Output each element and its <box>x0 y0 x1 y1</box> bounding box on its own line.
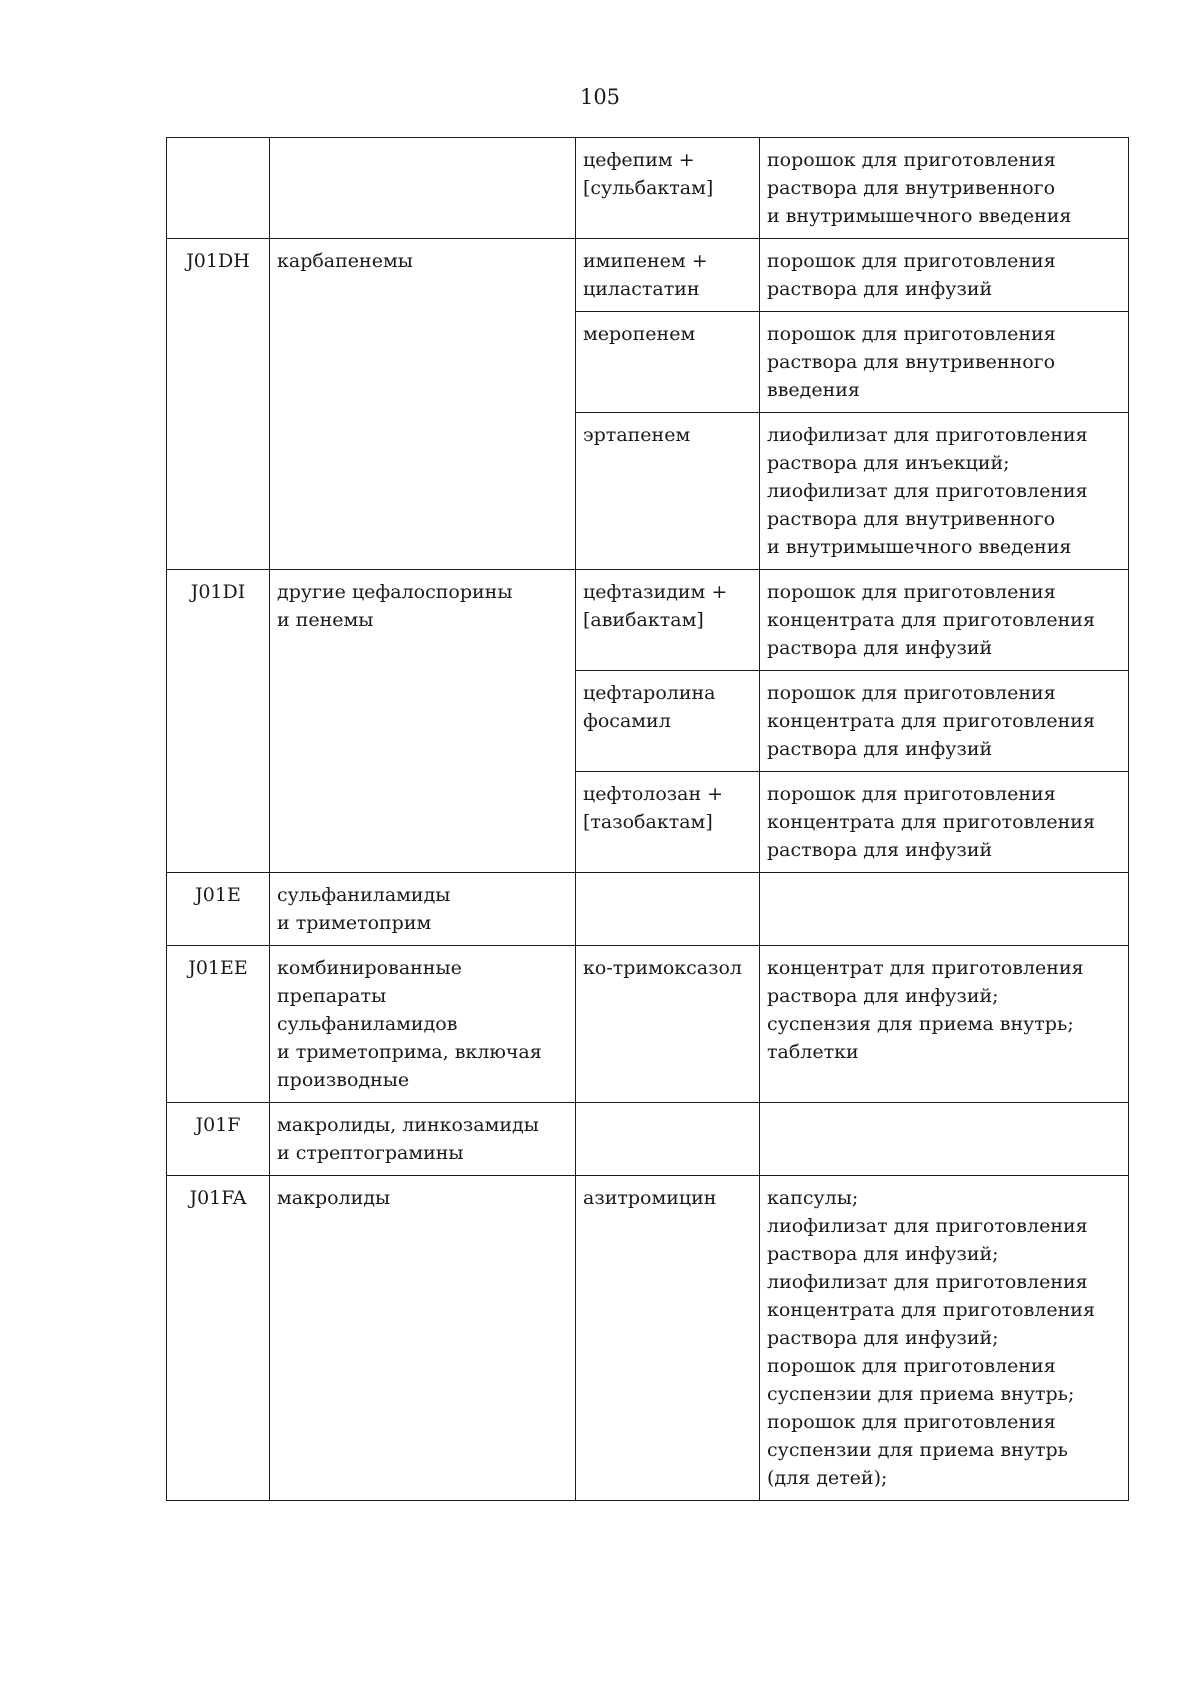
table-body <box>167 138 1129 1501</box>
drug-name-cell: меропенем <box>576 312 760 413</box>
table-row <box>167 1176 1129 1501</box>
atc-code-cell: J01FA <box>167 1176 270 1501</box>
atc-group-cell: комбинированные препараты сульфаниламидов и триметоприма, включая производные <box>270 946 576 1103</box>
drug-name-cell: имипенем + циластатин <box>576 239 760 312</box>
drug-name-cell: цефепим + [сульбактам] <box>576 138 760 239</box>
page-number: 105 <box>579 85 621 109</box>
drug-name-cell: цефтаролина фосамил <box>576 671 760 772</box>
table-row <box>167 1103 1129 1176</box>
drug-name-cell: цефтазидим + [авибактам] <box>576 570 760 671</box>
atc-group-cell: макролиды <box>270 1176 576 1501</box>
table-row <box>167 138 1129 239</box>
dosage-form-cell: порошок для приготовления раствора для инфузий <box>760 239 1129 312</box>
atc-code-cell: J01EE <box>167 946 270 1103</box>
drug-name-cell: азитромицин <box>576 1176 760 1501</box>
drug-name-cell: цефтолозан + [тазобактам] <box>576 772 760 873</box>
atc-group-cell: макролиды, линкозамиды и стрептограмины <box>270 1103 576 1176</box>
dosage-form-cell: порошок для приготовления раствора для внутривенного и внутримышечного введения <box>760 138 1129 239</box>
atc-code-cell: J01E <box>167 873 270 946</box>
table-row <box>167 570 1129 671</box>
atc-code-cell: J01DH <box>167 239 270 570</box>
dosage-form-cell <box>760 873 1129 946</box>
drug-name-cell: эртапенем <box>576 413 760 570</box>
dosage-form-cell: порошок для приготовления концентрата для приготовления раствора для инфузий <box>760 671 1129 772</box>
table-row <box>167 873 1129 946</box>
atc-group-cell: другие цефалоспорины и пенемы <box>270 570 576 873</box>
table-row <box>167 946 1129 1103</box>
atc-code-cell: J01DI <box>167 570 270 873</box>
drug-table <box>166 137 1129 1501</box>
table-row <box>167 239 1129 312</box>
atc-group-cell: сульфаниламиды и триметоприм <box>270 873 576 946</box>
atc-code-cell <box>167 138 270 239</box>
atc-group-cell: карбапенемы <box>270 239 576 570</box>
dosage-form-cell: концентрат для приготовления раствора для инфузий; суспензия для приема внутрь; таблетки <box>760 946 1129 1103</box>
drug-name-cell <box>576 873 760 946</box>
drug-name-cell <box>576 1103 760 1176</box>
atc-group-cell <box>270 138 576 239</box>
dosage-form-cell: лиофилизат для приготовления раствора для инъекций; лиофилизат для приготовления раствора для внутривенного и внутримышечного введения <box>760 413 1129 570</box>
dosage-form-cell: порошок для приготовления концентрата для приготовления раствора для инфузий <box>760 570 1129 671</box>
dosage-form-cell: порошок для приготовления концентрата для приготовления раствора для инфузий <box>760 772 1129 873</box>
dosage-form-cell: капсулы; лиофилизат для приготовления раствора для инфузий; лиофилизат для приготовления концентрата для приготовления раствора для инфузий; порошок для приготовления суспензии для приема внутрь; порошок для приготовления суспензии для приема внутрь (для детей); <box>760 1176 1129 1501</box>
dosage-form-cell: порошок для приготовления раствора для внутривенного введения <box>760 312 1129 413</box>
dosage-form-cell <box>760 1103 1129 1176</box>
drug-name-cell: ко-тримоксазол <box>576 946 760 1103</box>
atc-code-cell: J01F <box>167 1103 270 1176</box>
